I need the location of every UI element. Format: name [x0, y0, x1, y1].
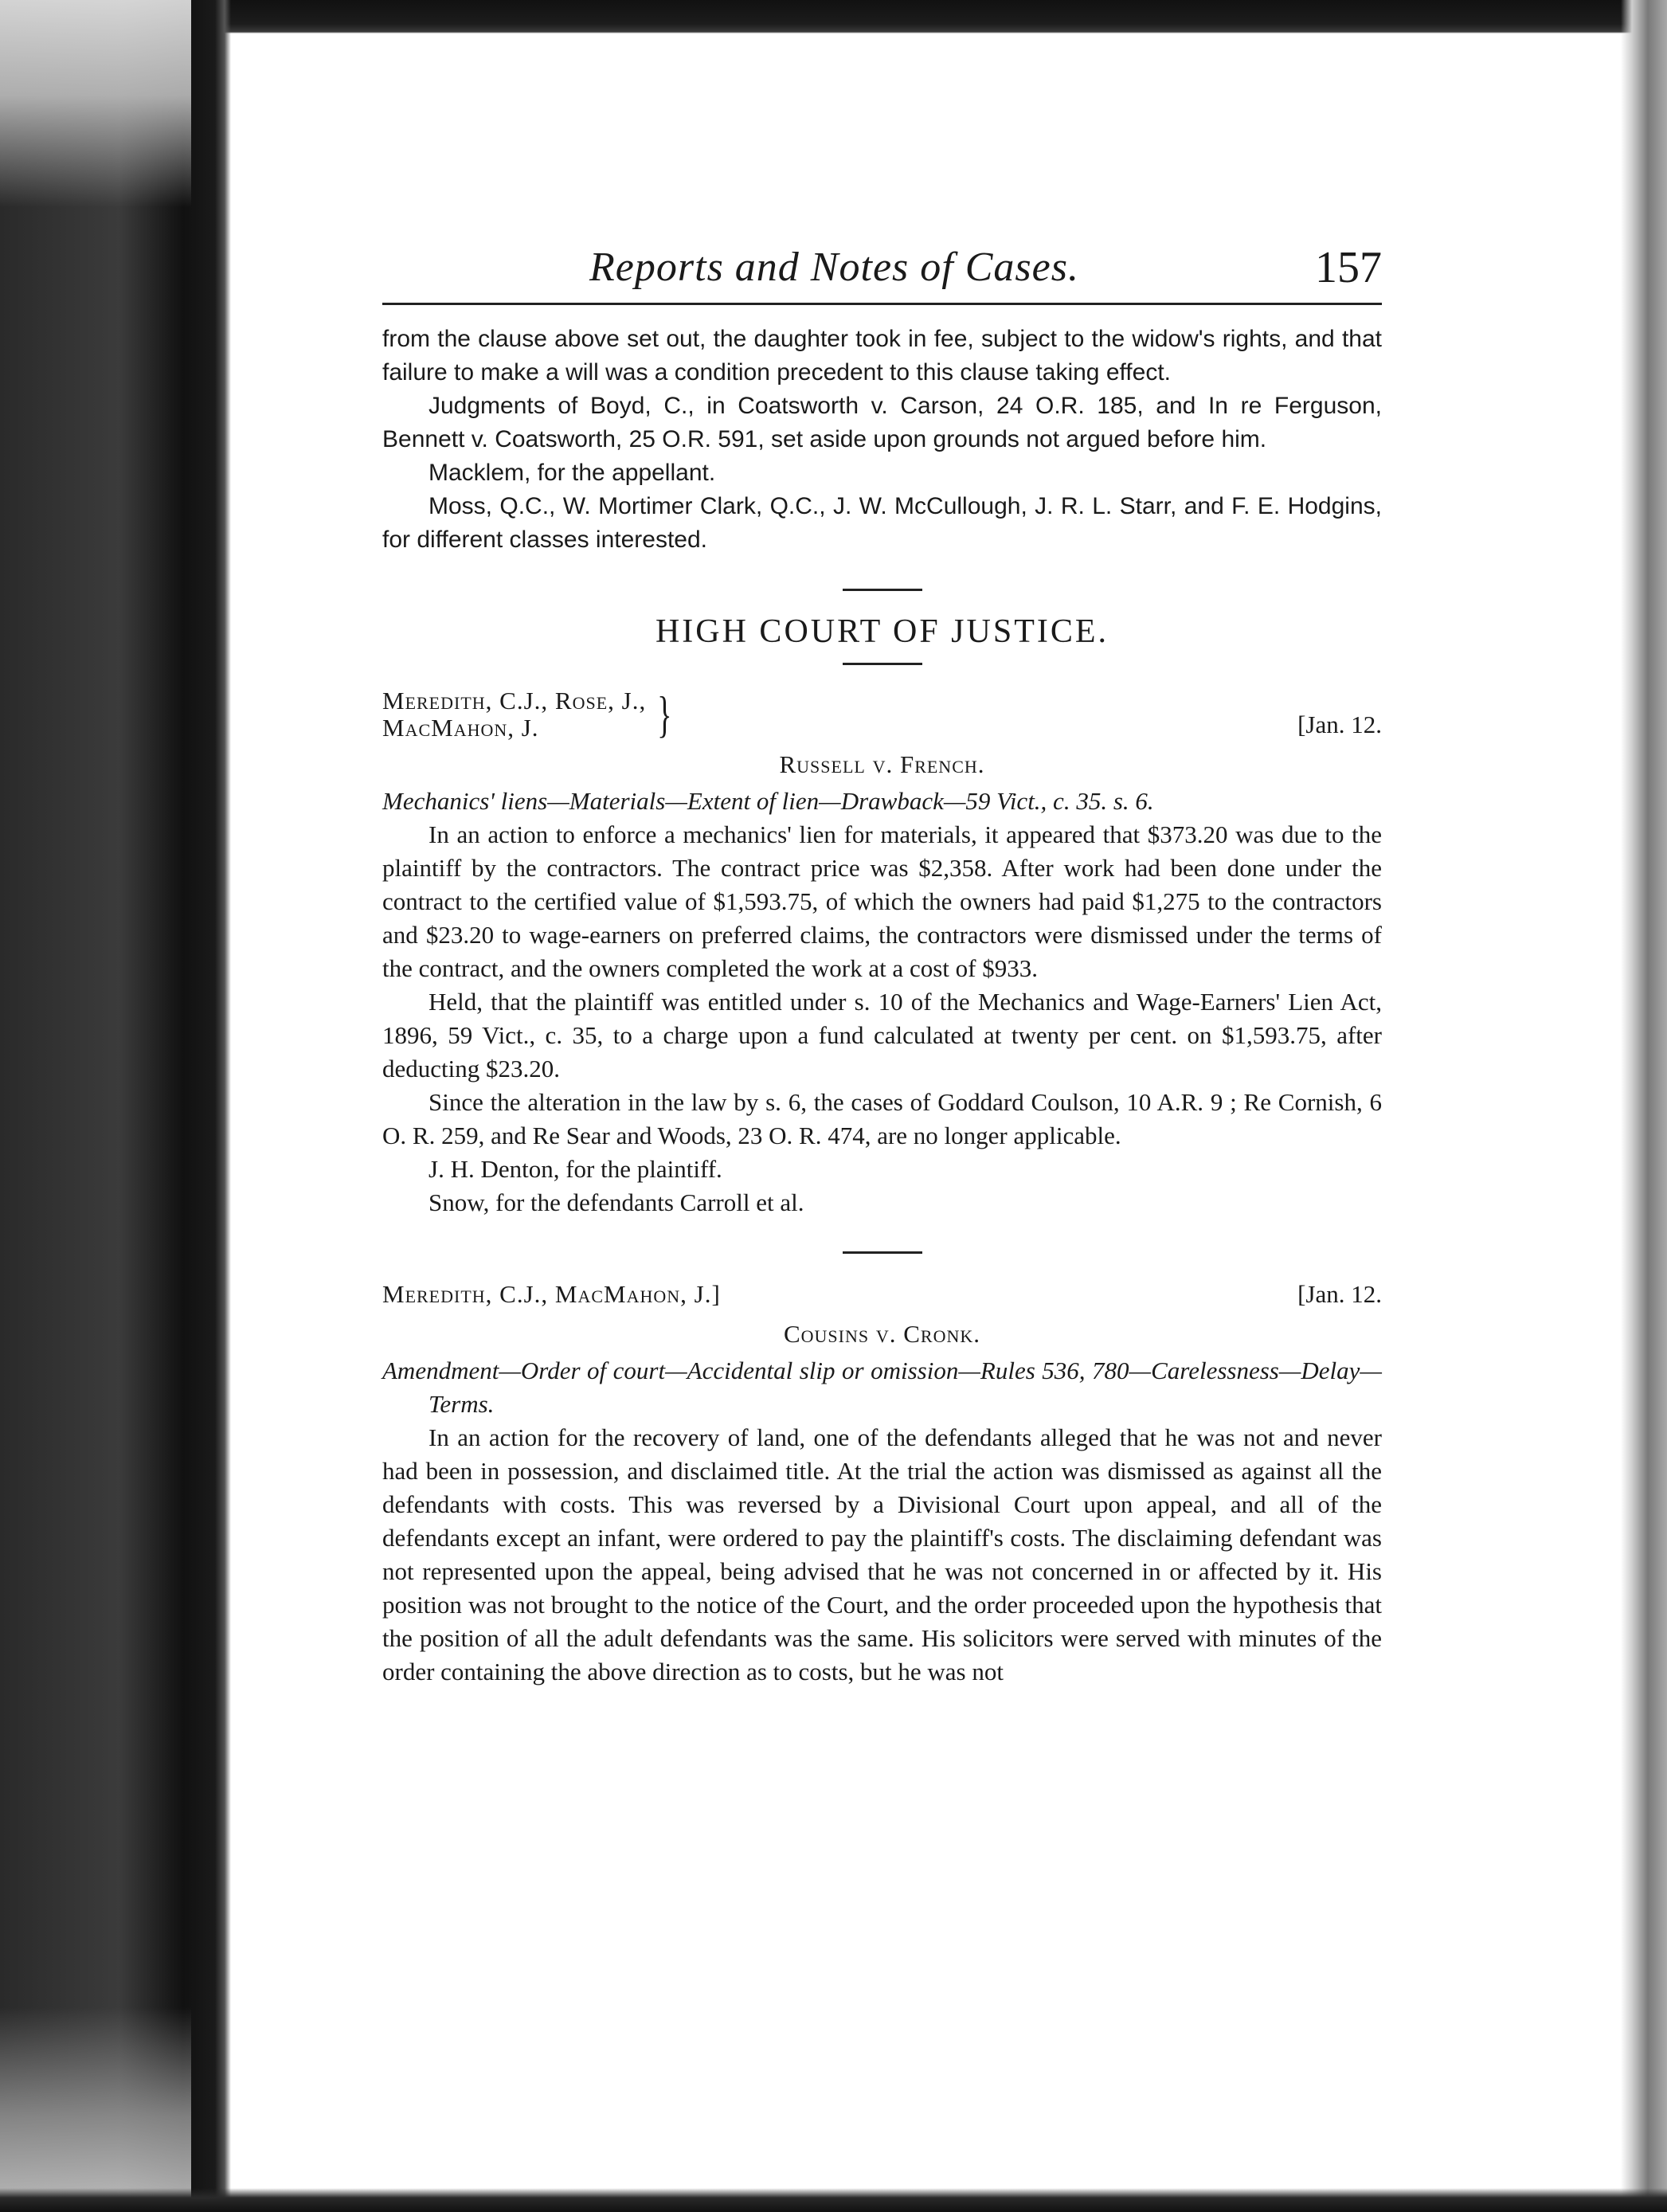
case1-held: Held, that the plaintiff was entitled under s. 10 of the Mechanics and Wage-Earners' Lien Act, 1896, 59 Vict., c. 35, to a charge upon a fund calculated at twenty per cent. on $1,593.75, after deducting $23.20.: [382, 988, 1382, 1083]
scan-edge-right: [1621, 0, 1667, 2212]
case1-judges-line2: MacMahon, J.: [382, 714, 539, 742]
case2-date: [Jan. 12.: [1297, 1280, 1382, 1308]
page-body: [382, 323, 1382, 1689]
case1-facts: In an action to enforce a mechanics' lien for materials, it appeared that $373.20 was due to the plaintiff by the contractors. The contract price was $2,358. After work had been done under the contract to the certified value of $1,593.75, of which the owners had paid $1,275 to the contractors and $23.20 to wage-earners on preferred claims, the contractors were dismissed under the terms of the contract, and the owners completed the work at a cost of $933.: [382, 820, 1382, 982]
running-head: [382, 231, 1382, 305]
case1-judges-lines: [382, 687, 646, 742]
case1-judges-row: [382, 687, 1382, 742]
scan-edge-left: [0, 0, 231, 2212]
case-divider: [843, 1251, 922, 1254]
continued-paragraph: from the clause above set out, the daughter took in fee, subject to the widow's rights, and that failure to make a will was a condition precedent to this clause taking effect.: [382, 326, 1382, 386]
case1-judges: [382, 687, 677, 742]
case2-title: Cousins v. Cronk.: [783, 1320, 981, 1348]
scan-edge-bottom: [0, 2188, 1667, 2212]
case1-date: [Jan. 12.: [1297, 711, 1382, 738]
scan-edge-top: [0, 0, 1667, 33]
case-cousins-v-cronk: [382, 1278, 1382, 1689]
document-page: [382, 231, 1382, 1689]
case2-judges: Meredith, C.J., MacMahon, J.]: [382, 1280, 721, 1308]
case1-since: Since the alteration in the law by s. 6, the cases of Goddard Coulson, 10 A.R. 9 ; Re Cornish, 6 O. R. 259, and Re Sear and Woods, 23 O. R. 474, are no longer applicable.: [382, 1088, 1382, 1149]
case1-judges-line1: Meredith, C.J., Rose, J.,: [382, 687, 647, 714]
court-heading: HIGH COURT OF JUSTICE.: [655, 613, 1109, 650]
case2-facts: In an action for the recovery of land, one of the defendants alleged that he was not and never had been in possession, and disclaimed title. At the trial the action was dismissed as against all the defendants with costs. This was reversed by a Divisional Court upon appeal, and all of the defendants except an infant, were ordered to pay the plaintiff's costs. The disclaiming defendant was not represented upon the appeal, being advised that he was not concerned in or affected by it. His position was not brought to the notice of the Court, and the order proceeded upon the hypothesis that the position of all the adult defendants was the same. His solicitors were served with minutes of the order containing the above direction as to costs, but he was not: [382, 1423, 1382, 1685]
case2-headnote: Amendment—Order of court—Accidental slip or omission—Rules 536, 780—Carelessness—Delay—Terms.: [382, 1357, 1382, 1418]
judges-brace: }: [657, 686, 672, 742]
case1-headnote: Mechanics' liens—Materials—Extent of lien—Drawback—59 Vict., c. 35. s. 6.: [382, 787, 1154, 815]
case2-judges-row: [382, 1278, 1382, 1311]
scan-edge-left-bottom-fade: [0, 2007, 191, 2212]
case1-title: Russell v. French.: [779, 750, 985, 778]
continued-case-section: [382, 323, 1382, 557]
court-divider: [843, 663, 922, 665]
counsel-appellant: Macklem, for the appellant.: [428, 460, 716, 486]
case-russell-v-french: [382, 687, 1382, 1220]
running-title: Reports and Notes of Cases.: [589, 245, 1079, 290]
case1-counsel-defendants: Snow, for the defendants Carroll et al.: [428, 1188, 804, 1216]
judgments-paragraph: Judgments of Boyd, C., in Coatsworth v. Carson, 24 O.R. 185, and In re Ferguson, Bennett v. Coatsworth, 25 O.R. 591, set aside upon grounds not argued before him.: [382, 393, 1382, 452]
counsel-interested: Moss, Q.C., W. Mortimer Clark, Q.C., J. W. McCullough, J. R. L. Starr, and F. E. Hodgins, for different classes interested.: [382, 493, 1382, 553]
case1-counsel-plaintiff: J. H. Denton, for the plaintiff.: [428, 1155, 722, 1183]
page-number: 157: [1315, 243, 1382, 292]
section-divider: [843, 589, 922, 591]
scan-edge-left-top-fade: [0, 0, 191, 207]
